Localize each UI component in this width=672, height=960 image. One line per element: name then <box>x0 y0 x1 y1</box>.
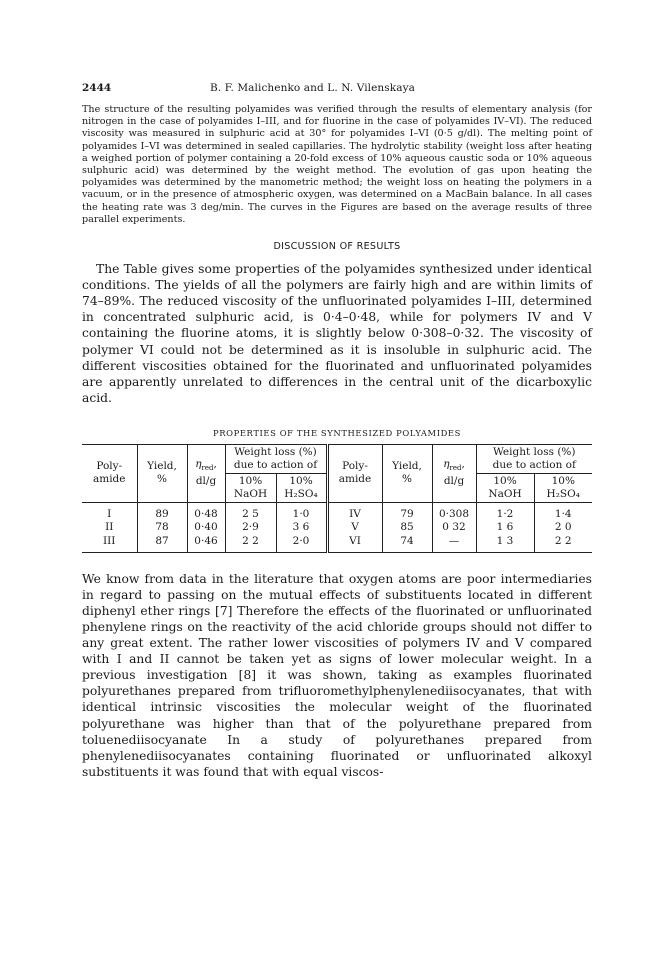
cell-h2so4: 2 2 <box>534 535 592 552</box>
cell-naoh: 2·9 <box>225 521 276 535</box>
cell-viscosity: 0·40 <box>187 521 225 535</box>
table-row <box>82 521 592 535</box>
cell-polyamide: II <box>105 521 114 534</box>
cell-polyamide: VI <box>327 535 382 552</box>
cell-viscosity: 0·46 <box>187 535 225 552</box>
cell-h2so4: 1·0 <box>276 502 327 521</box>
col-header-viscosity: $\eta_{red}$, dl/g <box>187 444 225 502</box>
col-header-yield-right: Yield, % <box>382 444 432 502</box>
cell-yield: 78 <box>137 521 187 535</box>
cell-naoh: 2 2 <box>225 535 276 552</box>
table-title: PROPERTIES OF THE SYNTHESIZED POLYAMIDES <box>213 427 461 438</box>
col-header-polyamide: Poly- amide <box>92 460 126 486</box>
cell-naoh: 1·2 <box>476 502 534 521</box>
closing-paragraph: We know from data in the literature that oxygen atoms are poor intermediaries in regard to passing on the mutual effects of substituents located in different diphenyl ether rings [7] Therefore the effects of the fluorinated or unfluorinated phenylene rings on the reactivity of the acid chloride groups should not differ to any great extent. The rather lower viscosities of polymers IV and V compared with I and II cannot be taken yet as signs of lower molecular weight. In a previous investigation [8] it was shown, taking as examples fluorinated polyurethanes prepared from trifluoromethylphenylenediisocyanates, that with identical intrinsic viscosities the molecular weight of the fluorinated polyurethane was higher than that of the polyurethane prepared from toluenediisocyanate In a study of polyurethanes prepared from phenylenediisocyanates containing fluorinated or unfluorinated alkoxyl substituents it was found that with equal viscos- <box>82 571 592 779</box>
table-row <box>82 502 592 521</box>
col-header-weight-loss-right: Weight loss (%) due to action of <box>476 444 592 473</box>
col-header-h2so4-right: 10% H₂SO₄ <box>534 473 592 502</box>
col-header-naoh: 10% NaOH <box>225 473 276 502</box>
discussion-paragraph: The Table gives some properties of the polyamides synthesized under identical conditions. The yields of all the polymers are fairly high and are within limits of 74–89%. The reduced viscosity of the unfluorinated polyamides I–III, determined in concentrated sulphuric acid, is 0·4–0·48, while for polymers IV and V containing the fluorine atoms, it is slightly below 0·308–0·32. The viscosity of polymer VI could not be determined as it is insoluble in sulphuric acid. The different viscosities obtained for the fluorinated and unfluorinated polyamides are apparently unrelated to differences in the central unit of the dicarboxylic acid. <box>82 262 592 405</box>
cell-yield: 79 <box>382 502 432 521</box>
experimental-paragraph: The structure of the resulting polyamides was verified through the results of elementary analysis (for nitrogen in the case of polyamides I–III, and for fluorine in the case of polyamides IV–VI). The reduced viscosity was measured in sulphuric acid at 30° for polyamides I–VI (0·5 g/dl). The melting point of polyamides I–VI was determined in sealed capillaries. The hydrolytic stability (weight loss after heating a weighed portion of polymer containing a 20-fold excess of 10% aqueous caustic soda or 10% aqueous sulphuric acid) was determined by the weight method. The evolution of gas upon heating the polyamides was determined by the manometric method; the weight loss on heating the polymers in a vacuum, or in the presence of atmospheric oxygen, was determined on a MacBain balance. In all cases the heating rate was 3 deg/min. The curves in the Figures are based on the average results of three parallel experiments. <box>82 104 592 225</box>
cell-h2so4: 1·4 <box>534 502 592 521</box>
cell-yield: 74 <box>382 535 432 552</box>
cell-yield: 87 <box>137 535 187 552</box>
cell-polyamide: III <box>103 535 116 548</box>
cell-naoh: 1 3 <box>476 535 534 552</box>
col-header-yield: Yield, % <box>137 444 187 502</box>
col-header-weight-loss: Weight loss (%) due to action of <box>225 444 327 473</box>
col-header-viscosity-right: $\eta_{red}$, dl/g <box>432 444 476 502</box>
cell-h2so4: 3 6 <box>276 521 327 535</box>
col-header-naoh-right: 10% NaOH <box>476 473 534 502</box>
cell-viscosity: 0 32 <box>432 521 476 535</box>
cell-h2so4: 2·0 <box>276 535 327 552</box>
cell-polyamide: V <box>327 521 382 535</box>
cell-h2so4: 2 0 <box>534 521 592 535</box>
table-row <box>82 535 592 552</box>
cell-polyamide: IV <box>327 502 382 521</box>
cell-yield: 89 <box>137 502 187 521</box>
col-header-polyamide-right: Poly- amide <box>327 444 382 502</box>
properties-table <box>82 444 592 553</box>
cell-viscosity: — <box>432 535 476 552</box>
journal-page <box>82 82 592 780</box>
cell-viscosity: 0·308 <box>432 502 476 521</box>
page-number: 2444 <box>82 82 112 94</box>
cell-yield: 85 <box>382 521 432 535</box>
cell-naoh: 1 6 <box>476 521 534 535</box>
running-head <box>82 82 592 94</box>
cell-viscosity: 0·48 <box>187 502 225 521</box>
cell-polyamide: I <box>107 507 112 520</box>
running-head-authors: B. F. Malichenko and L. N. Vilenskaya <box>210 82 415 94</box>
col-header-h2so4: 10% H₂SO₄ <box>276 473 327 502</box>
cell-naoh: 2 5 <box>225 502 276 521</box>
section-heading: DISCUSSION OF RESULTS <box>273 241 401 253</box>
